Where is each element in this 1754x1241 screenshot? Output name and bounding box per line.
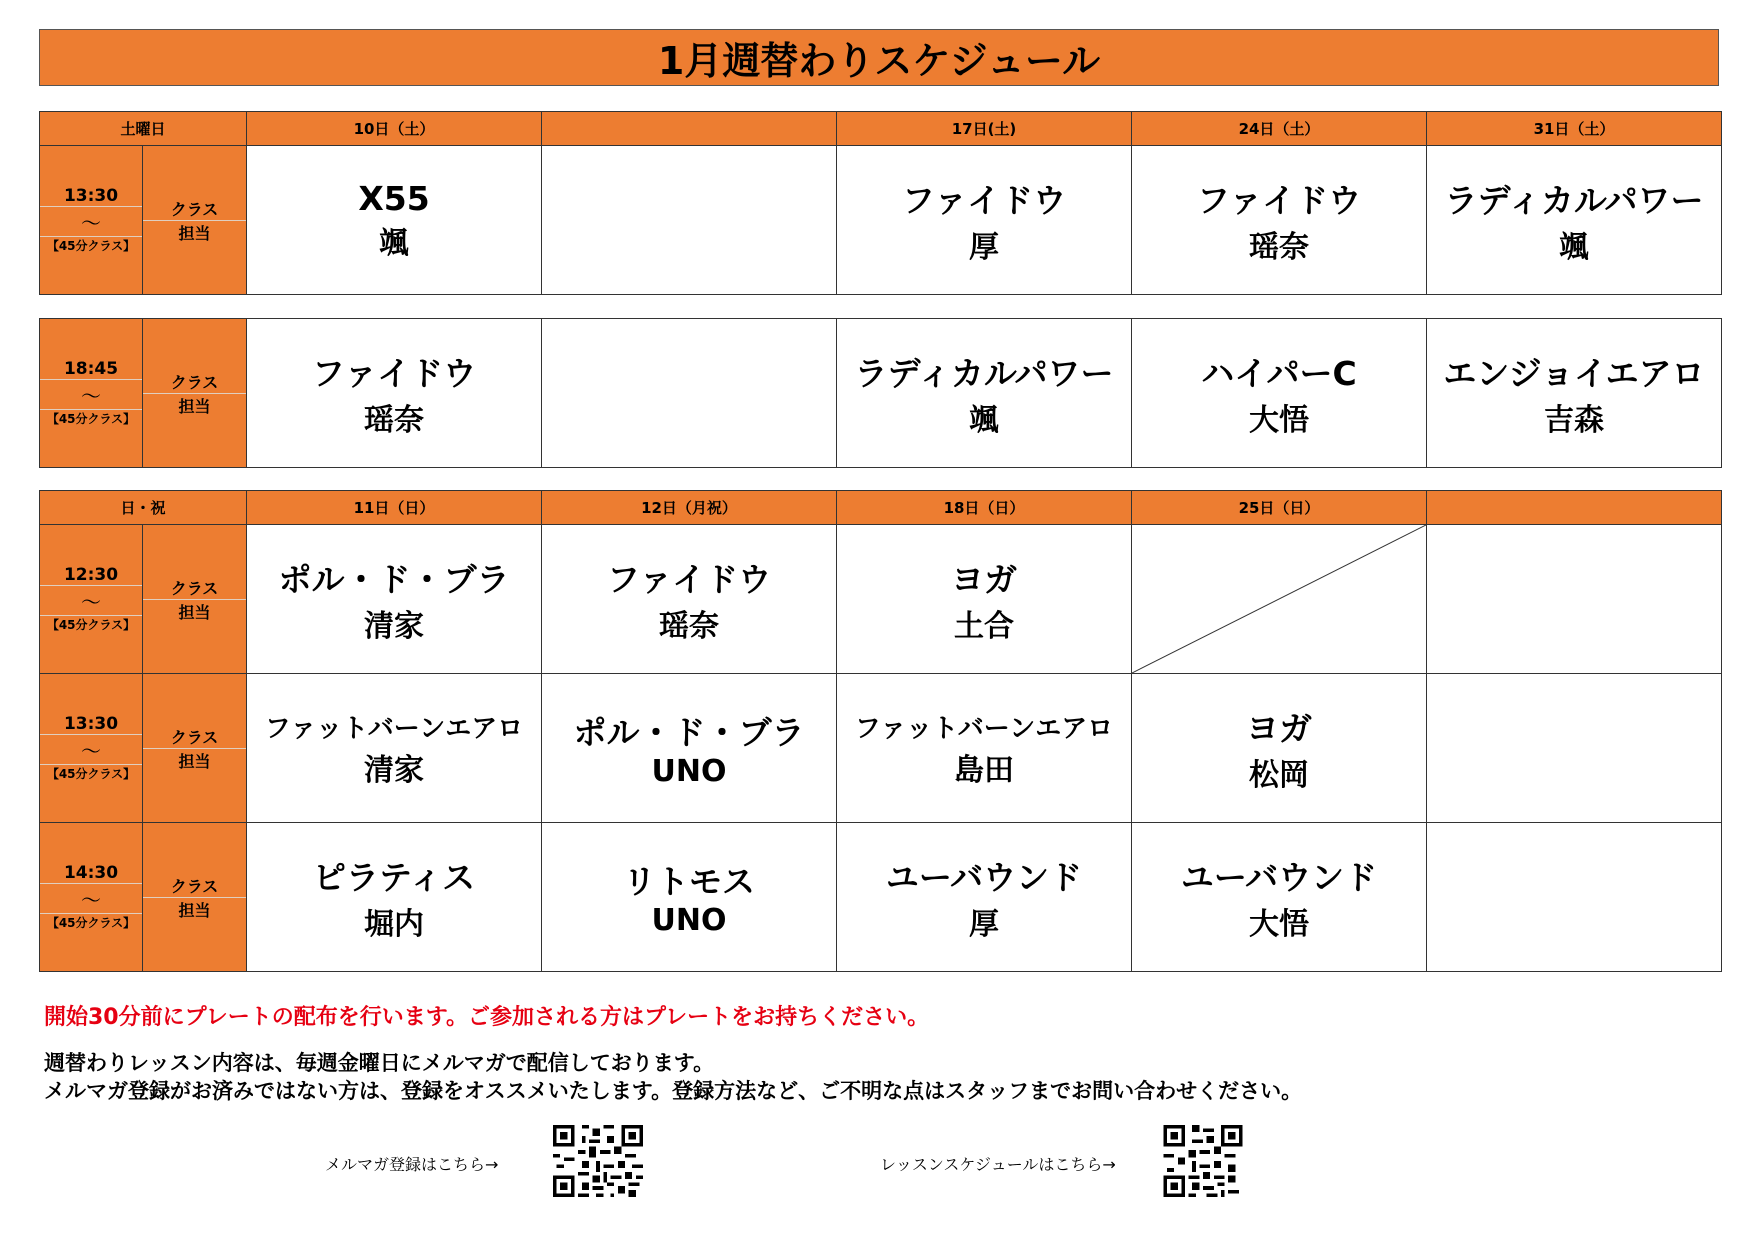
role-cell xyxy=(143,525,247,674)
instructor-name: 瑶奈 xyxy=(1249,229,1309,265)
page-title: 1月週替わりスケジュール xyxy=(39,29,1719,86)
instructor-name: 清家 xyxy=(364,752,424,788)
lesson-cell xyxy=(542,823,837,972)
saturday-table-1330 xyxy=(39,111,1722,295)
newsletter-info: 週替わりレッスン内容は、毎週金曜日にメルマガで配信しております。 xyxy=(44,1051,715,1075)
time-cell xyxy=(40,319,143,468)
lesson-cell xyxy=(1132,146,1427,295)
duration-label: 【45分クラス】 xyxy=(40,236,142,254)
header-date: 17日(土) xyxy=(837,112,1132,146)
lesson-cell xyxy=(542,319,837,468)
lesson-cell xyxy=(837,146,1132,295)
header-date: 24日（土） xyxy=(1132,112,1427,146)
role-cell xyxy=(143,823,247,972)
sunday-table xyxy=(39,490,1722,972)
lesson-cell xyxy=(542,525,837,674)
mail-qr-label: メルマガ登録はこちら→ xyxy=(325,1155,499,1174)
instructor-name: 清家 xyxy=(364,608,424,644)
lesson-cell xyxy=(247,146,542,295)
instructor-name: 吉森 xyxy=(1544,402,1604,438)
lesson-cell xyxy=(542,146,837,295)
lesson-cell xyxy=(247,319,542,468)
start-time: 13:30 xyxy=(63,186,119,206)
start-time: 18:45 xyxy=(63,359,119,379)
start-time: 13:30 xyxy=(63,714,119,734)
instructor-name: 厚 xyxy=(969,229,999,265)
instructor-name: 颯 xyxy=(379,225,409,261)
instructor-label: 担当 xyxy=(143,220,246,244)
class-name: リトモス xyxy=(623,862,755,901)
duration-label: 【45分クラス】 xyxy=(40,615,142,633)
header-date xyxy=(1427,491,1722,525)
lesson-cell xyxy=(542,674,837,823)
time-cell xyxy=(40,674,143,823)
time-slot-row xyxy=(40,823,1722,972)
header-date: 12日（月祝） xyxy=(542,491,837,525)
class-name: X55 xyxy=(358,178,430,218)
header-date: 10日（土） xyxy=(247,112,542,146)
schedule-qr-label: レッスンスケジュールはこちら→ xyxy=(880,1155,1116,1174)
header-date: 11日（日） xyxy=(247,491,542,525)
instructor-label: 担当 xyxy=(143,393,246,417)
role-cell xyxy=(143,146,247,295)
class-label: クラス xyxy=(170,727,219,747)
class-name: ユーバウンド xyxy=(1180,857,1378,897)
lesson-cell xyxy=(1427,525,1722,674)
class-name: ポル・ド・ブラ xyxy=(573,713,805,752)
lesson-cell xyxy=(1132,823,1427,972)
instructor-name: 松岡 xyxy=(1249,757,1309,793)
instructor-label: 担当 xyxy=(143,748,246,772)
class-label: クラス xyxy=(170,578,219,598)
lesson-cell xyxy=(1427,823,1722,972)
instructor-label: 担当 xyxy=(143,599,246,623)
instructor-name: 瑶奈 xyxy=(364,402,424,438)
class-name: ラディカルパワー xyxy=(854,353,1114,393)
class-name: ハイパーC xyxy=(1201,353,1357,393)
header-date: 25日（日） xyxy=(1132,491,1427,525)
lesson-cell xyxy=(1427,319,1722,468)
class-name: ファイドウ xyxy=(606,559,772,599)
instructor-name: UNO xyxy=(651,903,727,938)
mail-qr-icon[interactable] xyxy=(552,1125,644,1197)
tilde: ～ xyxy=(40,585,142,615)
lesson-cell xyxy=(837,525,1132,674)
header-day-label: 土曜日 xyxy=(40,112,247,146)
schedule-qr-icon[interactable] xyxy=(1163,1125,1243,1197)
newsletter-signup-info: メルマガ登録がお済みではない方は、登録をオススメいたします。登録方法など、ご不明な点はスタッフまでお問い合わせください。 xyxy=(44,1079,1303,1103)
instructor-name: 大悟 xyxy=(1249,906,1309,942)
saturday-header-row xyxy=(40,112,1722,146)
class-name: エンジョイエアロ xyxy=(1443,353,1705,393)
header-date xyxy=(542,112,837,146)
tilde: ～ xyxy=(40,206,142,236)
lesson-cell xyxy=(837,674,1132,823)
instructor-name: UNO xyxy=(651,754,727,789)
instructor-name: 瑶奈 xyxy=(659,608,719,644)
start-time: 14:30 xyxy=(63,863,119,883)
instructor-name: 大悟 xyxy=(1249,402,1309,438)
sunday-header-row xyxy=(40,491,1722,525)
lesson-cell xyxy=(837,823,1132,972)
instructor-name: 厚 xyxy=(969,906,999,942)
time-cell xyxy=(40,823,143,972)
time-cell xyxy=(40,146,143,295)
class-name: ラディカルパワー xyxy=(1444,180,1704,220)
lesson-cell xyxy=(247,823,542,972)
class-name: ファットバーンエアロ xyxy=(264,713,524,744)
tilde: ～ xyxy=(40,379,142,409)
class-name: ファットバーンエアロ xyxy=(854,713,1114,744)
header-day-label: 日・祝 xyxy=(40,491,247,525)
role-cell xyxy=(143,674,247,823)
start-time: 12:30 xyxy=(63,565,119,585)
lesson-cell xyxy=(1427,674,1722,823)
lesson-cell xyxy=(247,674,542,823)
instructor-name: 土合 xyxy=(954,608,1014,644)
duration-label: 【45分クラス】 xyxy=(40,764,142,782)
instructor-name: 颯 xyxy=(969,402,999,438)
lesson-cell xyxy=(247,525,542,674)
class-name: ポル・ド・ブラ xyxy=(278,559,510,599)
tilde: ～ xyxy=(40,883,142,913)
header-date: 31日（土） xyxy=(1427,112,1722,146)
header-date: 18日（日） xyxy=(837,491,1132,525)
time-cell xyxy=(40,525,143,674)
instructor-label: 担当 xyxy=(143,897,246,921)
lesson-cell xyxy=(1132,319,1427,468)
duration-label: 【45分クラス】 xyxy=(40,913,142,931)
class-label: クラス xyxy=(170,199,219,219)
plate-notice: 開始30分前にプレートの配布を行います。ご参加される方はプレートをお持ちください。 xyxy=(44,1005,930,1030)
class-label: クラス xyxy=(170,372,219,392)
instructor-name: 堀内 xyxy=(364,906,424,942)
tilde: ～ xyxy=(40,734,142,764)
class-label: クラス xyxy=(170,876,219,896)
time-slot-row xyxy=(40,146,1722,295)
lesson-cell xyxy=(1132,674,1427,823)
class-name: ヨガ xyxy=(951,559,1017,599)
class-name: ファイドウ xyxy=(901,180,1067,220)
duration-label: 【45分クラス】 xyxy=(40,409,142,427)
diagonal-slash-icon xyxy=(1132,525,1426,673)
instructor-name: 颯 xyxy=(1559,229,1589,265)
time-slot-row xyxy=(40,674,1722,823)
class-name: ファイドウ xyxy=(311,353,477,393)
class-name: ピラティス xyxy=(312,857,476,897)
saturday-table-1845 xyxy=(39,318,1722,468)
no-class-cell xyxy=(1132,525,1427,674)
class-name: ユーバウンド xyxy=(885,857,1083,897)
time-slot-row xyxy=(40,319,1722,468)
role-cell xyxy=(143,319,247,468)
time-slot-row xyxy=(40,525,1722,674)
class-name: ヨガ xyxy=(1246,708,1312,748)
lesson-cell xyxy=(1427,146,1722,295)
class-name: ファイドウ xyxy=(1196,180,1362,220)
instructor-name: 島田 xyxy=(954,752,1014,788)
lesson-cell xyxy=(837,319,1132,468)
